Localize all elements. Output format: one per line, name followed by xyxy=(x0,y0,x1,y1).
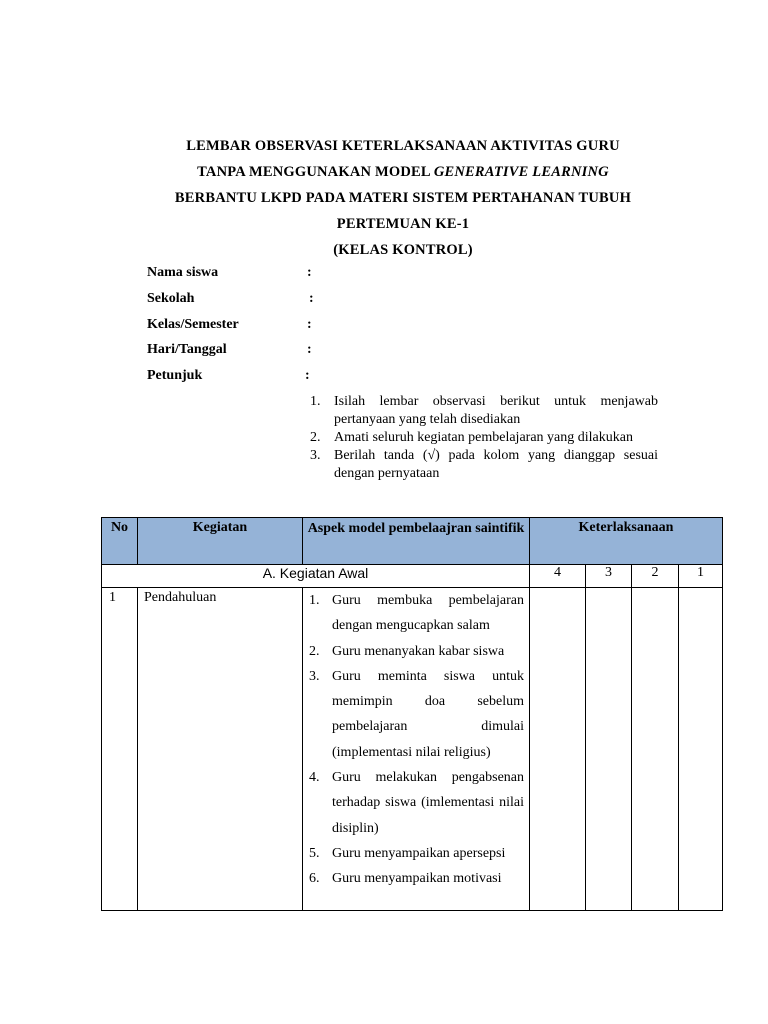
aspect-text: Guru meminta siswa untuk memimpin doa sebelum pembelajaran dimulai (implementasi nilai religius) xyxy=(332,668,524,760)
header-kegiatan: Kegiatan xyxy=(138,518,303,565)
aspect-number: 1. xyxy=(309,593,320,608)
aspect-item xyxy=(309,841,524,866)
identity-label: Sekolah xyxy=(147,291,195,306)
identity-colon: : xyxy=(307,317,312,332)
score-cell-4[interactable] xyxy=(530,588,586,911)
title-line-3: BERBANTU LKPD PADA MATERI SISTEM PERTAHANAN TUBUH xyxy=(174,190,632,206)
aspect-item xyxy=(309,639,524,664)
row-kegiatan: Pendahuluan xyxy=(138,588,303,911)
title-line-5: (KELAS KONTROL) xyxy=(333,242,473,258)
identity-label: Hari/Tanggal xyxy=(147,342,227,357)
title-line-2-italic: GENERATIVE LEARNING xyxy=(433,164,609,180)
instruction-number: 3. xyxy=(310,448,321,463)
instruction-number: 2. xyxy=(310,430,321,445)
row-number: 1 xyxy=(102,588,138,911)
identity-kelas-semester xyxy=(147,317,312,333)
title-line-2 xyxy=(0,159,768,185)
title-line-4: PERTEMUAN KE-1 xyxy=(336,216,470,232)
header-keterlaksanaan: Keterlaksanaan xyxy=(530,518,723,565)
identity-hari-tanggal xyxy=(147,342,312,358)
score-header-3: 3 xyxy=(586,565,632,588)
aspect-text: Guru menyampaikan motivasi xyxy=(332,871,502,887)
title-line-2-prefix: TANPA MENGGUNAKAN MODEL xyxy=(197,164,434,180)
aspect-item xyxy=(309,765,524,841)
instruction-text: Amati seluruh kegiatan pembelajaran yang dilakukan xyxy=(334,430,633,445)
score-cell-3[interactable] xyxy=(586,588,632,911)
aspect-number: 5. xyxy=(309,845,320,861)
aspect-text: Guru melakukan pengabsenan terhadap siswa (imlementasi nilai disiplin) xyxy=(332,770,524,836)
identity-nama-siswa xyxy=(147,265,312,281)
aspect-number: 3. xyxy=(309,668,320,684)
instruction-text: Berilah tanda (√) pada kolom yang dianggap sesuai dengan pernyataan xyxy=(334,448,658,481)
instructions-list xyxy=(310,393,658,483)
aspect-text: Guru menanyakan kabar siswa xyxy=(332,643,505,659)
instruction-text: Isilah lembar observasi berikut untuk menjawab pertanyaan yang telah disediakan xyxy=(334,394,658,427)
instruction-item xyxy=(310,429,658,447)
score-cell-1[interactable] xyxy=(679,588,723,911)
instruction-number: 1. xyxy=(310,394,321,409)
identity-colon: : xyxy=(305,368,310,383)
score-header-4: 4 xyxy=(530,565,586,588)
section-row xyxy=(102,565,723,588)
aspect-item xyxy=(309,588,524,639)
aspect-item xyxy=(309,866,524,891)
identity-colon: : xyxy=(307,342,312,357)
section-label: A. Kegiatan Awal xyxy=(102,565,530,588)
aspect-number: 4. xyxy=(309,770,320,786)
table-row xyxy=(102,588,723,911)
identity-sekolah xyxy=(147,291,314,307)
score-header-1: 1 xyxy=(679,565,723,588)
aspect-number: 6. xyxy=(309,871,320,887)
header-aspek: Aspek model pembelaajran saintifik xyxy=(303,518,530,565)
identity-petunjuk xyxy=(147,368,310,384)
aspect-text: Guru membuka pembelajaran dengan mengucapkan salam xyxy=(332,593,524,634)
identity-label: Nama siswa xyxy=(147,265,219,280)
identity-colon: : xyxy=(307,265,312,280)
identity-label: Kelas/Semester xyxy=(147,317,239,332)
instruction-item xyxy=(310,393,658,429)
identity-label: Petunjuk xyxy=(147,368,203,383)
score-cell-2[interactable] xyxy=(632,588,679,911)
aspect-number: 2. xyxy=(309,643,320,659)
header-no: No xyxy=(102,518,138,565)
table-header-row xyxy=(102,518,723,565)
row-aspects xyxy=(303,588,530,911)
instruction-item xyxy=(310,447,658,483)
document-title xyxy=(0,133,768,263)
aspect-item xyxy=(309,664,524,765)
observation-table xyxy=(101,517,723,911)
aspect-text: Guru menyampaikan apersepsi xyxy=(332,845,506,861)
score-header-2: 2 xyxy=(632,565,679,588)
title-line-1: LEMBAR OBSERVASI KETERLAKSANAAN AKTIVITAS GURU xyxy=(186,138,620,154)
identity-colon: : xyxy=(309,291,314,306)
